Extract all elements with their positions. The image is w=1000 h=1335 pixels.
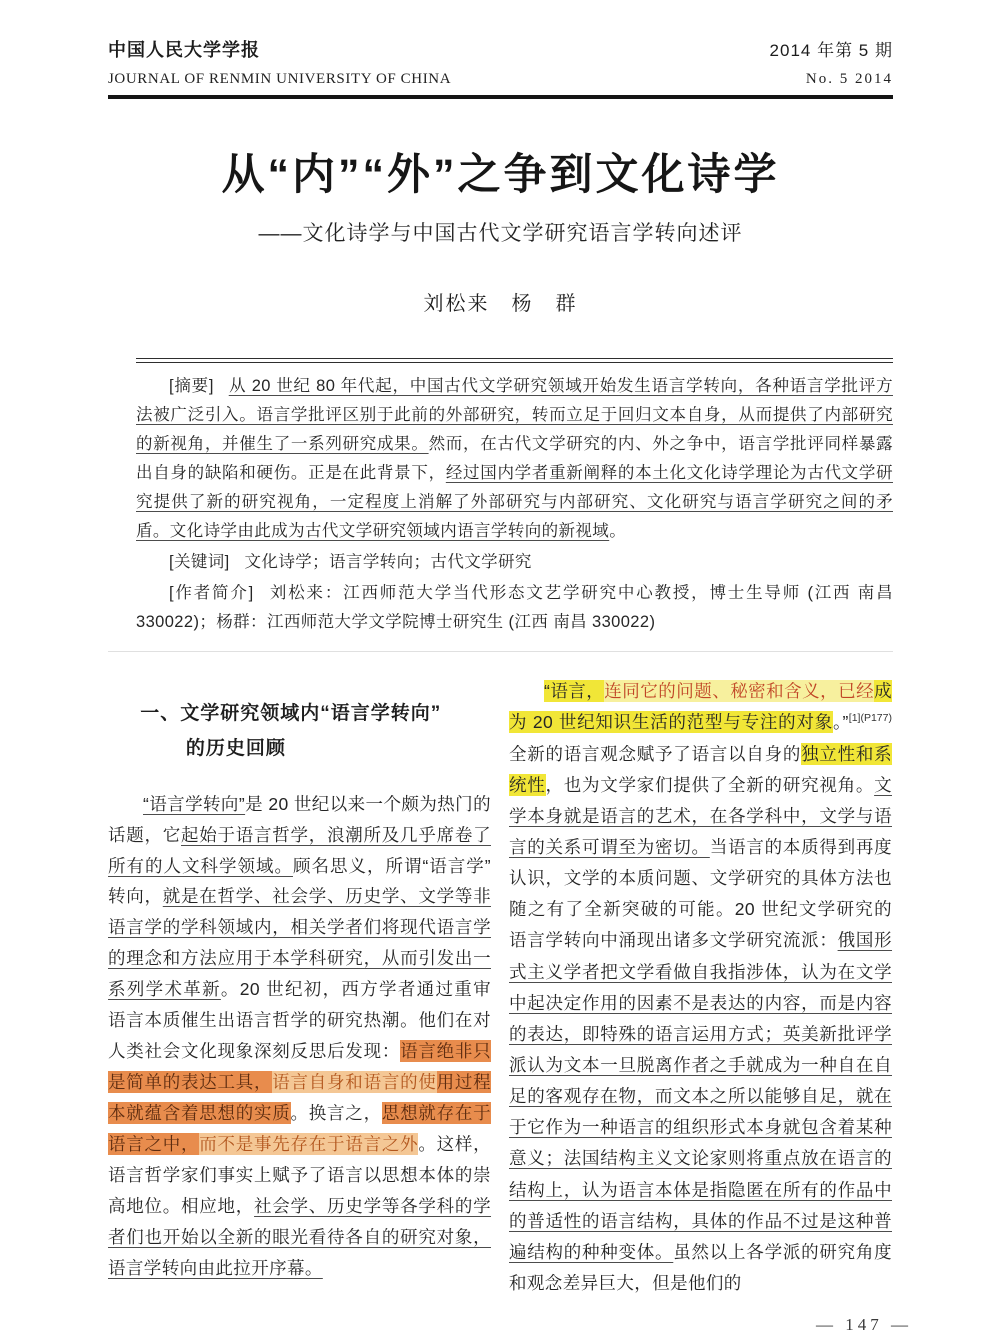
abstract-label: [摘要]	[169, 377, 214, 395]
masthead-rule	[108, 95, 893, 99]
abstract-text: 从 20 世纪 80 年代起，中国古代文学研究领域开始发生语言学转向，各种语言学批评方法被广泛引入。语言学批评区别于此前的外部研究，转而立足于回归文本自身，从而提供了内部研究的新视角，并催生了一系列研究成果。然而，在古代文学研究的内、外之争中，语言学批评同样暴露出自身的缺陷和硬伤。正是在此背景下，经过国内学者重新阐释的本土化文化诗学理论为古代文学研究提供了新的研究视角，一定程度上消解了外部研究与内部研究、文化研究与语言学研究之间的矛盾。文化诗学由此成为古代文学研究领域内语言学转向的新视域。	[136, 377, 893, 541]
section-heading	[108, 696, 491, 766]
right-column-paragraph: “语言，连同它的问题、秘密和含义，已经成为 20 世纪知识生活的范型与专注的对象。”$^{[1](P177)}$ 全新的语言观念赋予了语言以自身的独立性和系统性，也为文学家们提供了全新的研究视角。文学本身就是语言的艺术，在各学科中，文学与语言的关系可谓至为密切。当语言的本质得到再度认识，文学的本质问题、文学研究的具体方法也随之有了全新突破的可能。20 世纪文学研究的语言学转向中涌现出诸多文学研究流派：俄国形式主义学者把文学看做自我指涉体，认为在文学中起决定作用的因素不是表达的内容，而是内容的表达，即特殊的语言运用方式；英美新批评学派认为文本一旦脱离作者之手就成为一种自在自足的客观存在物，而文本之所以能够自足，就在于它作为一种语言的组织形式本身就包含着某种意义；法国结构主义文论家则将重点放在语言的结构上，认为语言本体是指隐匿在所有的作品中的普适性的语言结构，具体的作品不过是这种普遍结构的种种变体。虽然以上各学派的研究角度和观念差异巨大，但是他们的	[509, 681, 893, 1293]
page-number: — 147 —	[816, 1315, 912, 1335]
keywords-label: [关键词]	[169, 553, 230, 572]
keywords-text: 文化诗学；语言学转向；古代文学研究	[244, 553, 532, 572]
author-bio-line	[136, 579, 893, 637]
journal-name-cn: 中国人民大学学报	[108, 40, 260, 60]
right-column	[509, 676, 912, 1335]
masthead	[108, 36, 893, 88]
issue-en: No. 5 2014	[805, 71, 893, 87]
abstract-block	[136, 358, 893, 637]
article-authors: 刘松来 杨 群	[423, 293, 578, 315]
journal-name-block	[108, 36, 451, 88]
abstract-paragraph	[136, 372, 893, 546]
issue-cn: 2014 年第 5 期	[769, 41, 893, 60]
article-subtitle: ——文化诗学与中国古代文学研究语言学转向述评	[258, 222, 743, 245]
article-body	[108, 676, 912, 1335]
left-column	[108, 676, 491, 1335]
issue-block	[770, 36, 893, 88]
author-bio-label: [作者简介]	[169, 584, 254, 603]
left-column-paragraph: “语言学转向”是 20 世纪以来一个颇为热门的话题，它起始于语言哲学，浪潮所及几乎席卷了所有的人文科学领域。顾名思义，所谓“语言学”转向，就是在哲学、社会学、历史学、文学等非语言学的学科领域内，相关学者们将现代语言学的理念和方法应用于本学科研究，从而引发出一系列学术革新。20 世纪初，西方学者通过重审语言本质催生出语言哲学的研究热潮。他们在对人类社会文化现象深刻反思后发现：语言绝非只是简单的表达工具，语言自身和语言的使用过程本就蕴含着思想的实质。换言之，思想就存在于语言之中，而不是事先存在于语言之外。这样，语言哲学家们事实上赋予了语言以思想本体的崇高地位。相应地，社会学、历史学等各学科的学者们也开始以全新的眼光看待各自的研究对象，语言学转向由此拉开序幕。	[108, 793, 492, 1279]
journal-name-en: JOURNAL OF RENMIN UNIVERSITY OF CHINA	[108, 71, 452, 87]
keywords-line	[136, 548, 893, 577]
section-heading-line2: 的历史回顾	[185, 738, 286, 760]
section-heading-line1: 一、文学研究领域内“语言学转向”	[140, 703, 442, 725]
article-title: 从“内”“外”之争到文化诗学	[221, 151, 780, 199]
author-bio-text: 刘松来：江西师范大学当代形态文艺学研究中心教授，博士生导师 (江西 南昌 330022)；杨群：江西师范大学文学院博士研究生 (江西 南昌 330022)	[136, 584, 893, 632]
abstract-top-rule	[136, 358, 893, 363]
meta-divider	[108, 651, 893, 652]
